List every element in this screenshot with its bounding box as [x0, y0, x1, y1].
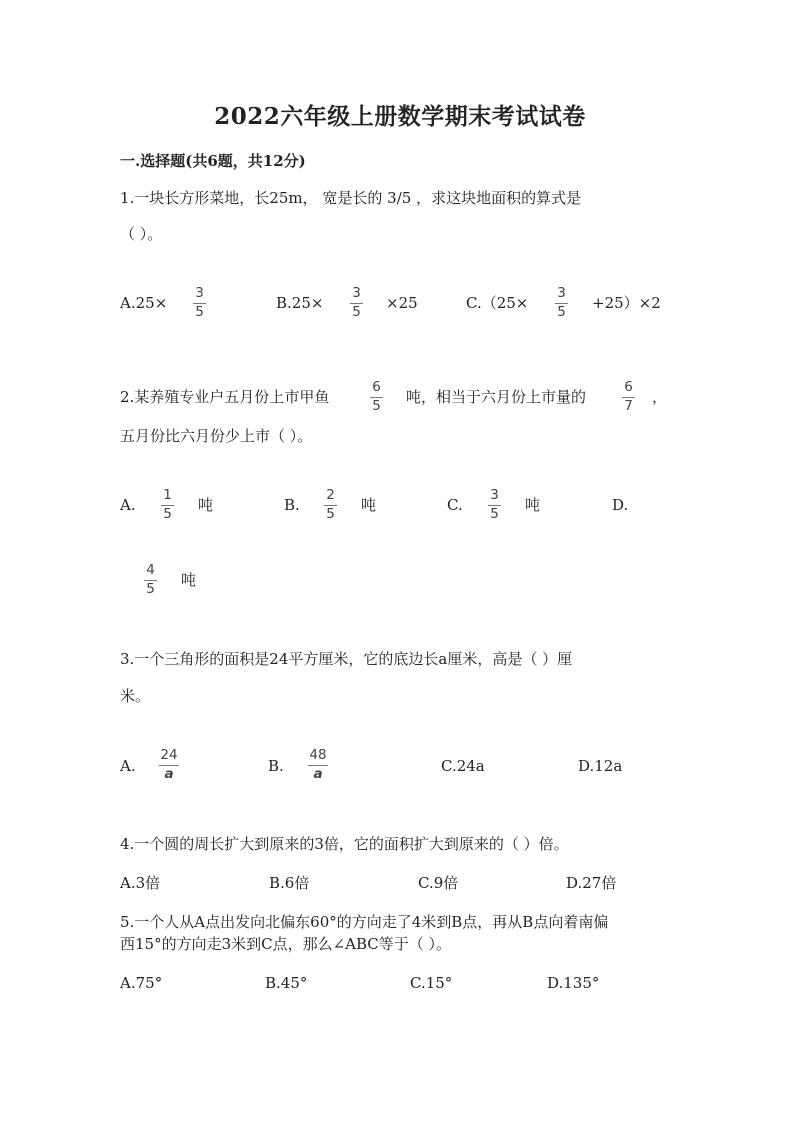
q2-stem-comma: ，	[652, 388, 668, 406]
q3-option-a: A.	[120, 757, 136, 775]
q2-stem-middle: 吨，相当于六月份上市量的	[406, 388, 587, 406]
fraction-denominator: a	[313, 766, 323, 782]
q5-option-a: A.75°	[120, 974, 163, 992]
q4-option-b: B.6倍	[269, 874, 310, 892]
q4-stem: 4.一个圆的周长扩大到原来的3倍，它的面积扩大到原来的（ ）倍。	[120, 835, 569, 853]
q5-option-b: B.45°	[265, 974, 308, 992]
q1-option-c: C.（25×	[466, 294, 529, 312]
fraction-numerator: 4	[146, 562, 155, 578]
q1-stem: 1.一块长方形菜地，长25m， 宽是长的 3/5 ，求这块地面积的算式是	[120, 189, 582, 207]
q2-option-b: B.	[284, 496, 300, 514]
fraction-numerator: 3	[490, 487, 499, 503]
q5-option-d: D.135°	[547, 974, 600, 992]
q2-option-c-fraction	[488, 488, 501, 522]
q2-option-d: D.	[612, 496, 629, 514]
q1-option-b: B.25×	[276, 294, 324, 312]
fraction-numerator: 6	[624, 379, 633, 395]
fraction-numerator: 48	[309, 747, 327, 763]
fraction-numerator: 24	[160, 747, 178, 763]
q4-option-d: D.27倍	[566, 874, 617, 892]
section-heading: 一.选择题(共6题，共12分)	[120, 152, 306, 170]
fraction-denominator: 5	[163, 506, 172, 522]
q3-option-b: B.	[268, 757, 284, 775]
q3-option-b-fraction	[308, 748, 328, 782]
q2-option-a-fraction	[161, 488, 174, 522]
fraction-denominator: 7	[624, 398, 633, 414]
q5-stem-line2: 西15°的方向走3米到C点，那么∠ABC等于（ ）。	[120, 935, 452, 953]
q2-option-b-unit: 吨	[361, 496, 377, 514]
q4-option-a: A.3倍	[120, 874, 161, 892]
q2-fraction-2	[622, 380, 635, 414]
q2-fraction-1	[370, 380, 383, 414]
q1-option-a-fraction	[193, 286, 206, 320]
q2-option-a-unit: 吨	[198, 496, 214, 514]
q1-paren: （ ）。	[120, 225, 163, 243]
q3-stem-line2: 米。	[120, 687, 151, 705]
fraction-denominator: a	[164, 766, 174, 782]
fraction-numerator: 3	[195, 285, 204, 301]
q2-stem-start: 2.某养殖专业户五月份上市甲鱼	[120, 388, 330, 406]
q3-option-d: D.12a	[578, 757, 623, 775]
q1-option-c-fraction	[555, 286, 568, 320]
fraction-denominator: 5	[372, 398, 381, 414]
q5-stem-line1: 5.一个人从A点出发向北偏东60°的方向走了4米到B点，再从B点向着南偏	[120, 913, 609, 931]
q5-option-c: C.15°	[410, 974, 453, 992]
fraction-denominator: 5	[195, 304, 204, 320]
q1-option-b-fraction	[350, 286, 363, 320]
q3-option-a-fraction	[159, 748, 179, 782]
fraction-numerator: 6	[372, 379, 381, 395]
q2-option-a: A.	[120, 496, 136, 514]
q2-option-c-unit: 吨	[525, 496, 541, 514]
q2-option-d-unit: 吨	[181, 571, 197, 589]
fraction-numerator: 1	[163, 487, 172, 503]
q4-option-c: C.9倍	[418, 874, 459, 892]
fraction-denominator: 5	[146, 581, 155, 597]
q1-option-b-suffix: ×25	[386, 294, 418, 312]
q1-option-c-suffix: +25）×2	[592, 294, 661, 312]
q2-option-d-fraction	[144, 563, 157, 597]
q2-option-b-fraction	[324, 488, 337, 522]
fraction-denominator: 5	[352, 304, 361, 320]
fraction-numerator: 3	[557, 285, 566, 301]
q2-stem-line2: 五月份比六月份少上市（ ）。	[120, 427, 313, 445]
fraction-denominator: 5	[557, 304, 566, 320]
fraction-numerator: 3	[352, 285, 361, 301]
q3-option-c: C.24a	[441, 757, 485, 775]
fraction-denominator: 5	[326, 506, 335, 522]
q1-option-a: A.25×	[120, 294, 168, 312]
q2-option-c: C.	[447, 496, 463, 514]
fraction-numerator: 2	[326, 487, 335, 503]
page-title: 2022六年级上册数学期末考试试卷	[214, 103, 586, 130]
fraction-denominator: 5	[490, 506, 499, 522]
q3-stem-line1: 3.一个三角形的面积是24平方厘米，它的底边长a厘米，高是（ ）厘	[120, 650, 573, 668]
